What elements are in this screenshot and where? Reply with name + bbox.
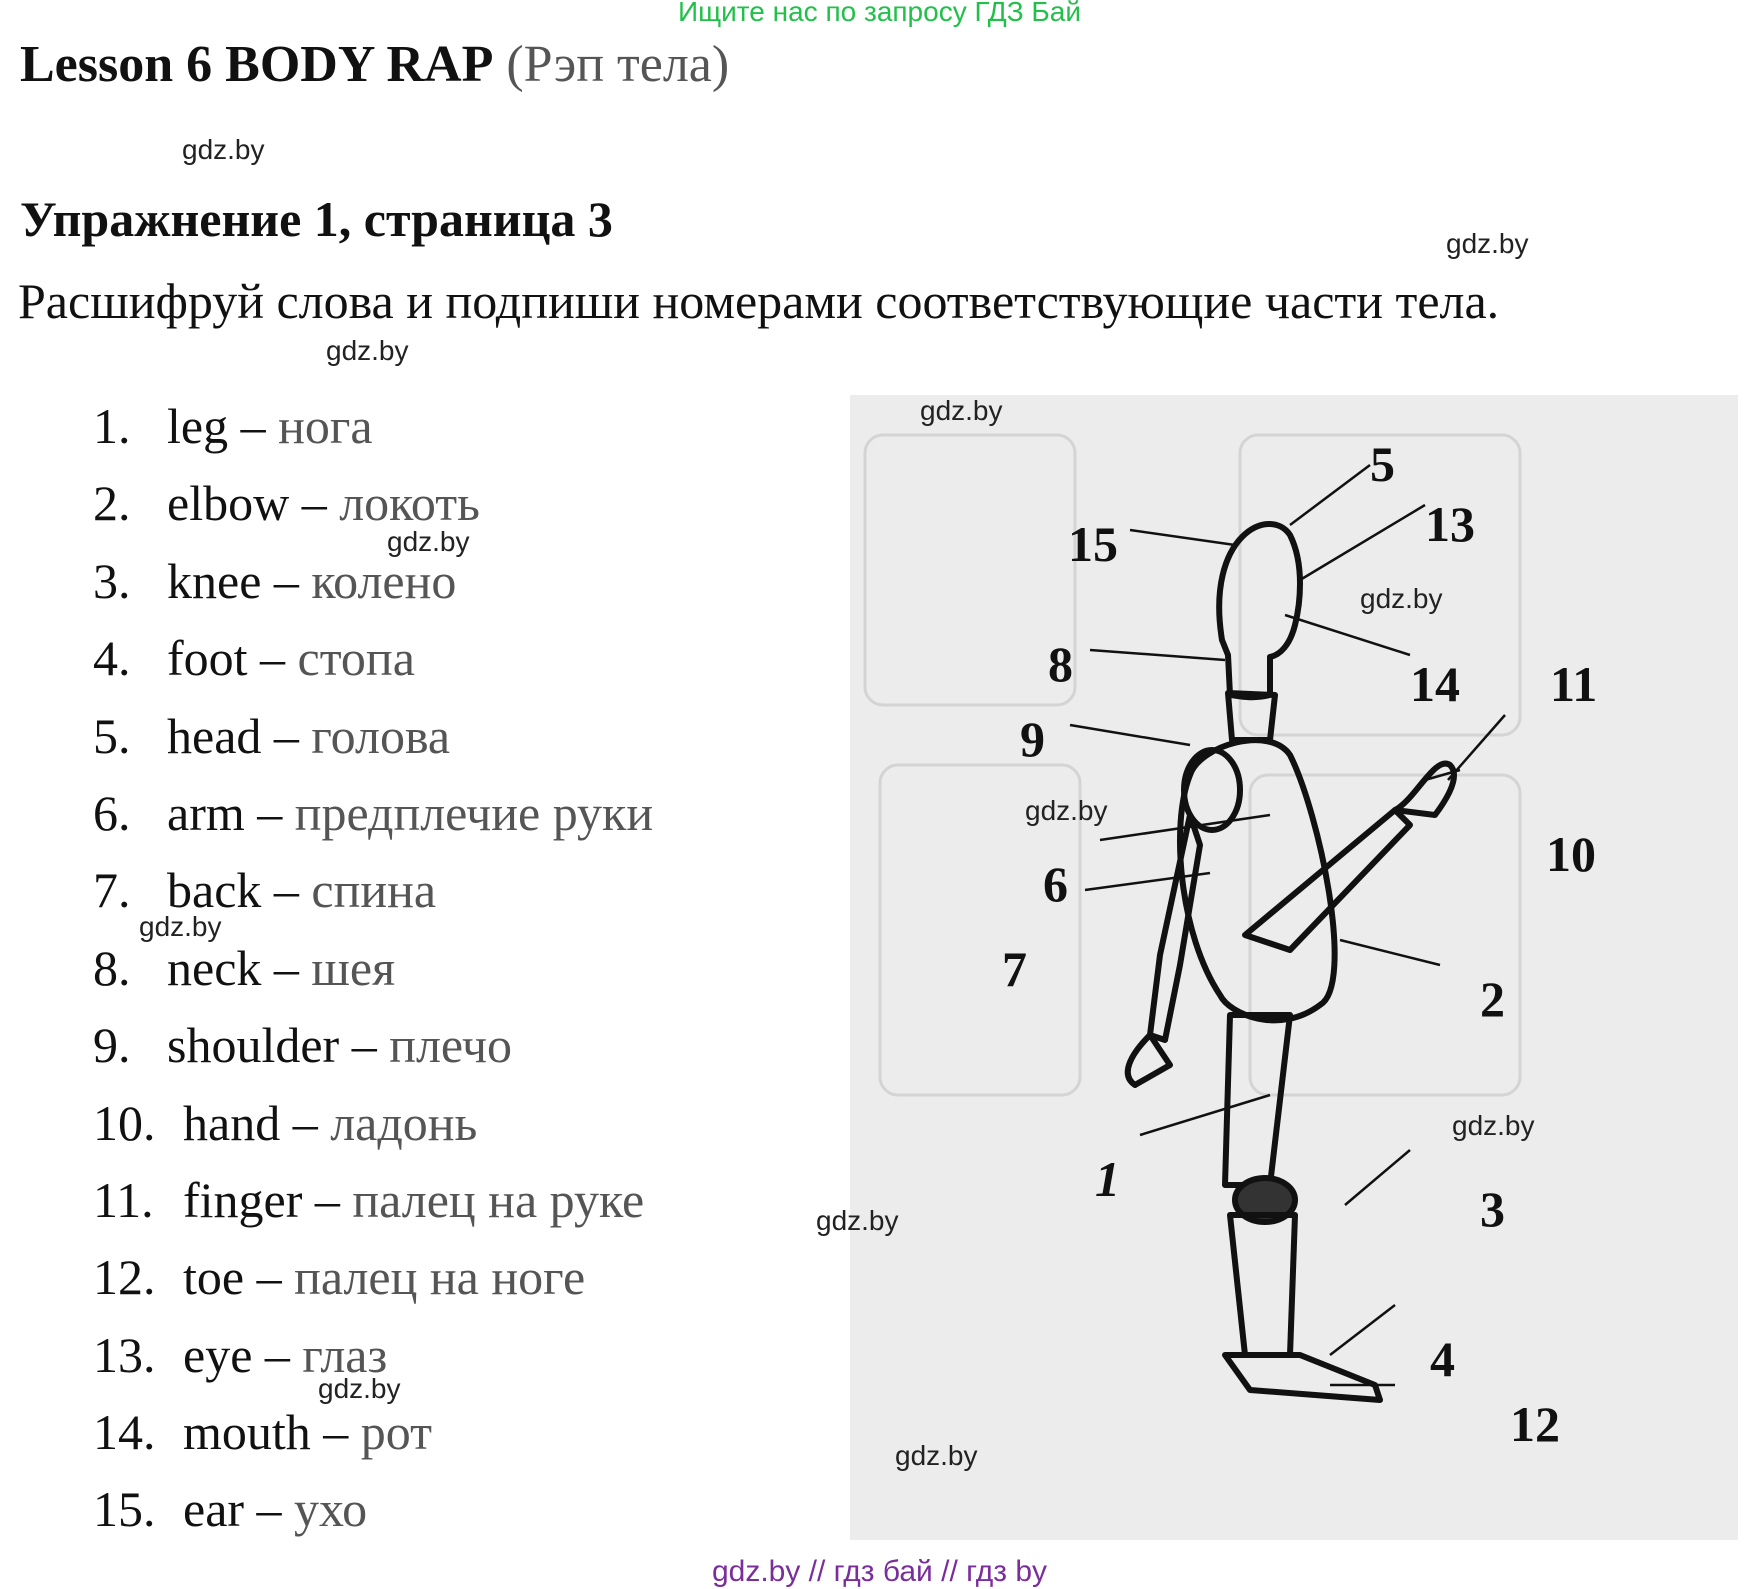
vocab-russian: стопа [297,630,415,687]
vocab-russian: плечо [389,1017,513,1074]
vocab-number: 8. [93,939,131,996]
vocab-russian: колено [311,552,457,609]
vocab-number: 3. [93,552,131,609]
figure-label: 1 [1095,1151,1120,1207]
vocab-russian: шея [311,939,396,996]
vocab-number: 7. [93,862,131,919]
lesson-title [20,35,729,94]
vocab-item: 12. toe – палец на ноге [93,1239,653,1316]
vocab-number: 9. [93,1017,131,1074]
watermark: gdz.by [318,1373,401,1404]
vocab-english: leg [167,398,229,454]
head-and-neck [1219,524,1300,697]
vocab-item: 5. head – голова [93,698,653,775]
vocab-russian: спина [311,862,437,919]
watermark: gdz.by [182,134,265,165]
vocab-item: 2. elbow – локоть [93,465,653,542]
watermark: gdz.by [920,395,1003,426]
vocab-russian: локоть [339,475,480,532]
vocab-russian: палец на руке [352,1171,645,1228]
vocab-english: mouth [183,1404,311,1461]
vocab-russian: предплечие руки [294,784,654,841]
figure-label: 10 [1546,826,1596,882]
vocab-english: head [167,707,262,764]
vocab-number: 10. [93,1094,156,1151]
watermark: gdz.by [139,911,222,942]
figure-label: 7 [1002,941,1027,997]
vocab-item: 14. mouth – рот [93,1394,653,1471]
watermark: gdz.by [895,1440,978,1471]
footer-watermark: gdz.by // гдз бай // гдз by [711,1555,1048,1588]
vocab-russian: палец на ноге [294,1249,586,1306]
shin [1230,1215,1295,1355]
vocab-item: 7. back – спина [93,852,653,929]
vocab-english: arm [167,784,245,841]
vocab-russian: глаз [302,1326,388,1383]
figure-label: 9 [1020,711,1045,767]
search-banner: Ищите нас по запросу ГДЗ Бай [677,0,1082,27]
figure-label: 14 [1410,656,1460,712]
vocab-number: 6. [93,784,131,841]
vocab-item: 6. arm – предплечие руки [93,775,653,852]
vocab-english: back [167,862,262,919]
vocab-number: 11. [93,1171,154,1228]
vocab-item: 10. hand – ладонь [93,1085,653,1162]
figure-label: 4 [1430,1331,1455,1387]
vocab-russian: ухо [294,1481,368,1538]
exercise-heading: Упражнение 1, страница 3 [20,191,613,247]
vocab-item: 13. eye – глаз [93,1317,653,1394]
vocab-item: 3. knee – колено [93,543,653,620]
figure-label: 3 [1480,1181,1505,1237]
vocab-russian: рот [360,1404,432,1461]
vocab-number: 5. [93,707,131,764]
vocab-item: 11. finger – палец на руке [93,1162,653,1239]
vocab-english: foot [167,630,248,687]
lesson-title-translation: (Рэп тела) [506,36,730,93]
vocab-english: elbow [167,475,290,532]
vocab-russian: нога [278,398,373,454]
vocab-number: 14. [93,1404,156,1461]
exercise-instruction: Расшифруй слова и подпиши номерами соответствующие части тела. [18,273,1500,329]
vocab-item: 15. ear – ухо [93,1471,653,1548]
vocab-number: 1. [93,398,131,454]
vocab-english: hand [183,1094,281,1151]
figure-label: 6 [1043,856,1068,912]
figure-label: 15 [1068,516,1118,572]
figure-label: 8 [1048,636,1073,692]
figure-label: 12 [1510,1396,1560,1452]
foot [1225,1355,1380,1400]
vocab-english: shoulder [167,1017,340,1074]
watermark: gdz.by [1452,1110,1535,1141]
watermark: gdz.by [1360,583,1443,614]
watermark: gdz.by [1025,795,1108,826]
vocab-english: toe [183,1249,245,1306]
body-figure [850,395,1738,1540]
vocab-item: 4. foot – стопа [93,620,653,697]
vocab-number: 13. [93,1326,156,1383]
vocab-russian: голова [311,707,451,764]
watermark: gdz.by [387,526,470,557]
watermark: gdz.by [816,1205,899,1236]
vocab-item: 8. neck – шея [93,930,653,1007]
mannequin-drawing [850,395,1738,1540]
figure-label: 5 [1370,436,1395,492]
vocab-english: eye [183,1326,253,1383]
vocab-item: 9. shoulder – плечо [93,1007,653,1084]
vocab-number: 4. [93,630,131,687]
hand [1395,764,1454,815]
vocab-english: finger [183,1171,303,1228]
vocab-english: ear [183,1481,245,1538]
vocab-english: knee [167,552,262,609]
vocab-number: 15. [93,1481,156,1538]
figure-label: 13 [1425,496,1475,552]
vocab-number: 2. [93,475,131,532]
figure-label: 11 [1550,656,1598,712]
vocab-russian: ладонь [330,1094,478,1151]
vocab-number: 12. [93,1249,156,1306]
watermark: gdz.by [326,335,409,366]
lesson-title-main: Lesson 6 BODY RAP [20,36,494,93]
vocab-item: 1. leg – нога [93,388,653,465]
vocab-english: neck [167,939,262,996]
watermark: gdz.by [1446,228,1529,259]
figure-label: 2 [1480,971,1505,1027]
